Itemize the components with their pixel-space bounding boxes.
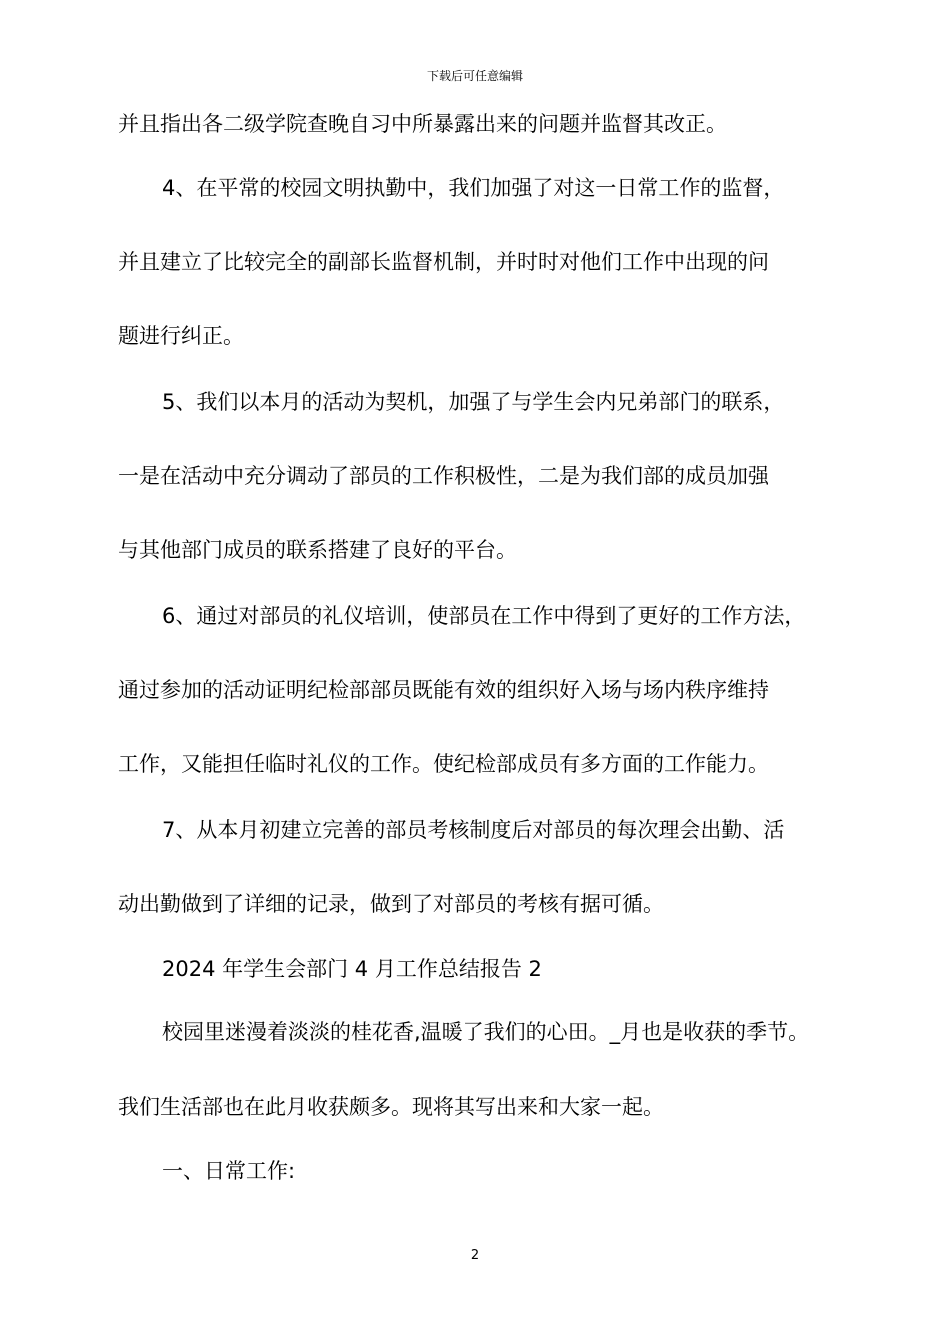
paragraph-line: 动出勤做到了详细的记录，做到了对部员的考核有据可循。 — [118, 892, 664, 916]
paragraph-line: 我们生活部也在此月收获颇多。现将其写出来和大家一起。 — [118, 1095, 664, 1119]
paragraph-line: 4、在平常的校园文明执勤中，我们加强了对这一日常工作的监督， — [162, 176, 785, 200]
section-heading: 一、日常工作: — [162, 1159, 296, 1183]
paragraph-line: 7、从本月初建立完善的部员考核制度后对部员的每次理会出勤、活 — [162, 818, 785, 842]
paragraph-line: 工作，又能担任临时礼仪的工作。使纪检部成员有多方面的工作能力。 — [118, 752, 769, 776]
paragraph-line: 通过参加的活动证明纪检部部员既能有效的组织好入场与场内秩序维持 — [118, 678, 769, 702]
paragraph-line: 并且建立了比较完全的副部长监督机制，并时时对他们工作中出现的问 — [118, 250, 769, 274]
paragraph-line: 题进行纠正。 — [118, 324, 244, 348]
paragraph-line: 一是在活动中充分调动了部员的工作积极性，二是为我们部的成员加强 — [118, 464, 769, 488]
paragraph-line: 与其他部门成员的联系搭建了良好的平台。 — [118, 538, 517, 562]
page-number: 2 — [470, 1248, 480, 1263]
header-note: 下载后可任意编辑 — [426, 69, 523, 83]
paragraph-line: 校园里迷漫着淡淡的桂花香,温暖了我们的心田。_月也是收获的季节。 — [162, 1020, 810, 1044]
section-title: 2024 年学生会部门 4 月工作总结报告 2 — [162, 957, 542, 981]
paragraph-line: 并且指出各二级学院查晚自习中所暴露出来的问题并监督其改正。 — [118, 112, 727, 136]
paragraph-line: 5、我们以本月的活动为契机，加强了与学生会内兄弟部门的联系， — [162, 390, 785, 414]
paragraph-line: 6、通过对部员的礼仪培训，使部员在工作中得到了更好的工作方法， — [162, 604, 806, 628]
